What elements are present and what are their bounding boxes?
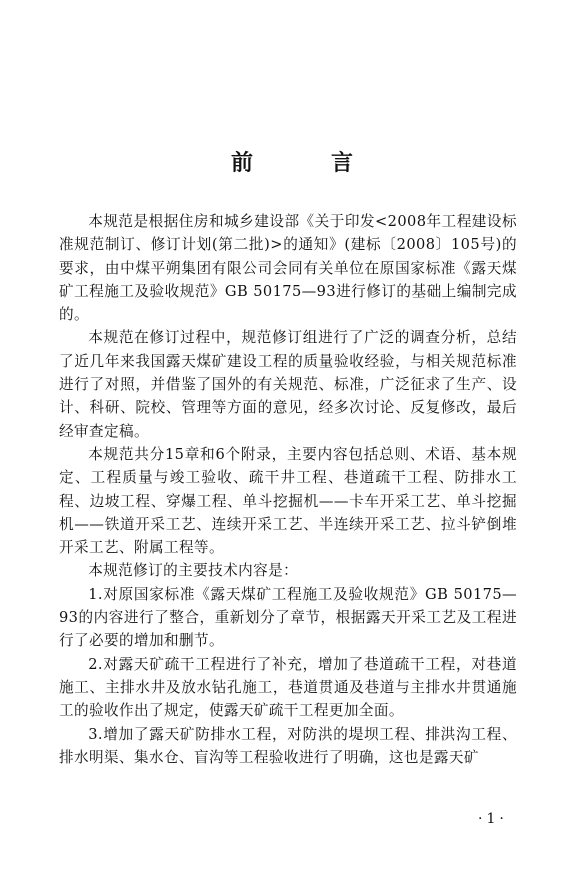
body-text [59, 210, 517, 769]
paragraph-main-changes-intro: 本规范修订的主要技术内容是： [88, 562, 299, 580]
paragraph-basis: 本规范是根据住房和城乡建设部《关于印发<2008年工程建设标准规范制订、修订计划(第二批)>的通知》(建标〔2008〕105号)的要求，由中煤平朔集团有限公司会同有关单位在原国家标准《露天煤矿工程施工及验收规范》GB 50175—93进行修订的基础上编制完成的。 [59, 213, 517, 324]
paragraph-revision-process: 本规范在修订过程中，规范修订组进行了广泛的调查分析，总结了近几年来我国露天煤矿建设工程的质量验收经验，与相关规范标准进行了对照，并借鉴了国外的有关规范、标准，广泛征求了生产、设计、科研、院校、管理等方面的意见，经多次讨论、反复修改，最后经审查定稿。 [59, 329, 517, 440]
paragraph-change-3: 3.增加了露天矿防排水工程，对防洪的堤坝工程、排洪沟工程、排水明渠、集水仓、盲沟等工程验收进行了明确，这也是露天矿 [59, 725, 517, 766]
paragraph-change-2: 2.对露天矿疏干工程进行了补充，增加了巷道疏干工程，对巷道施工、主排水井及放水钻孔施工，巷道贯通及巷道与主排水井贯通施工的验收作出了规定，使露天矿疏干工程更加全面。 [59, 655, 517, 720]
paragraph-contents: 本规范共分15章和6个附录，主要内容包括总则、术语、基本规定、工程质量与竣工验收、疏干井工程、巷道疏干工程、防排水工程、边坡工程、穿爆工程、单斗挖掘机——卡车开采工艺、单斗挖掘机——铁道开采工艺、连续开采工艺、半连续开采工艺、拉斗铲倒堆开采工艺、附属工程等。 [59, 445, 517, 557]
page-title: 前 言 [230, 151, 381, 176]
page-number: ·1· [478, 811, 508, 827]
paragraph-change-1: 1.对原国家标准《露天煤矿工程施工及验收规范》GB 50175—93的内容进行了整合，重新划分了章节，根据露天开采工艺及工程进行了必要的增加和删节。 [59, 585, 517, 650]
